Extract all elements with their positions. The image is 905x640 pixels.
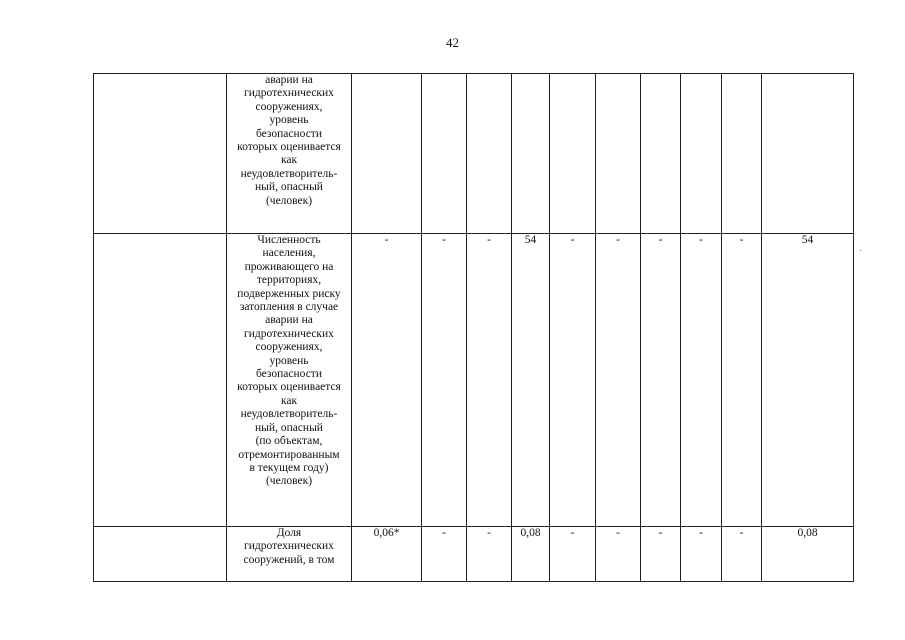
description-line: Доля bbox=[276, 527, 302, 539]
total-value-cell: 0,08 bbox=[762, 527, 854, 582]
description-line: населения, bbox=[262, 247, 316, 260]
table-row bbox=[94, 527, 854, 582]
description-line: неудовлетворитель- bbox=[240, 408, 338, 421]
description-line: затопления в случае bbox=[239, 301, 339, 314]
description-line: проживающего на bbox=[244, 260, 334, 273]
value-cell bbox=[352, 74, 422, 234]
description-line: которых оценивается bbox=[237, 141, 341, 154]
value-cell: - bbox=[681, 527, 722, 582]
description-line: безопасности bbox=[255, 368, 322, 381]
value-cell: - bbox=[467, 234, 512, 527]
description-line: аварии на bbox=[265, 314, 313, 327]
description-line: уровень bbox=[269, 354, 309, 367]
value-cell bbox=[512, 74, 550, 234]
indicators-table bbox=[93, 73, 854, 582]
description-line: сооружениях, bbox=[255, 341, 323, 354]
value-cell: - bbox=[722, 527, 762, 582]
description-line: гидротехнических bbox=[244, 540, 334, 553]
indicator-group-cell bbox=[94, 74, 227, 234]
description-line: подверженных риску bbox=[237, 287, 341, 300]
value-cell: 54 bbox=[512, 234, 550, 527]
value-cell bbox=[422, 74, 467, 234]
description-line: сооружениях, bbox=[255, 100, 323, 113]
value-cell: - bbox=[467, 527, 512, 582]
description-line: аварии на bbox=[265, 74, 313, 86]
value-cell bbox=[467, 74, 512, 234]
description-line: (человек) bbox=[265, 194, 313, 207]
description-line: как bbox=[280, 154, 298, 167]
value-cell bbox=[596, 74, 641, 234]
description-line: безопасности bbox=[255, 127, 322, 140]
description-line: гидротехнических bbox=[244, 87, 334, 100]
value-cell: - bbox=[681, 234, 722, 527]
description-line: которых оценивается bbox=[237, 381, 341, 394]
description-line: как bbox=[280, 394, 298, 407]
value-cell: - bbox=[422, 234, 467, 527]
description-line: в текущем году) bbox=[249, 461, 329, 474]
total-value-cell: 54 bbox=[762, 234, 854, 527]
indicator-description bbox=[227, 234, 352, 527]
value-cell: - bbox=[722, 234, 762, 527]
description-line: территориях, bbox=[256, 274, 322, 287]
description-line: Численность bbox=[257, 234, 321, 246]
page-number: 42 bbox=[446, 35, 459, 50]
value-cell bbox=[681, 74, 722, 234]
description-line: ный, опасный bbox=[255, 181, 323, 194]
value-cell bbox=[722, 74, 762, 234]
value-cell: - bbox=[596, 527, 641, 582]
description-line: гидротехнических bbox=[244, 327, 334, 340]
description-line: уровень bbox=[269, 114, 309, 127]
value-cell: - bbox=[422, 527, 467, 582]
indicator-description bbox=[227, 527, 352, 582]
total-value-cell bbox=[762, 74, 854, 234]
description-line: сооружений, в том bbox=[243, 553, 335, 566]
value-cell: 0,06* bbox=[352, 527, 422, 582]
value-cell: - bbox=[641, 527, 681, 582]
description-line: (по объектам, bbox=[255, 435, 323, 448]
description-line: отремонтированным bbox=[238, 448, 340, 461]
table-row bbox=[94, 74, 854, 234]
table-row bbox=[94, 234, 854, 527]
description-line: (человек) bbox=[265, 475, 313, 488]
value-cell: - bbox=[596, 234, 641, 527]
value-cell: 0,08 bbox=[512, 527, 550, 582]
indicator-group-cell bbox=[94, 234, 227, 527]
description-line: неудовлетворитель- bbox=[240, 167, 338, 180]
indicator-description bbox=[227, 74, 352, 234]
indicator-group-cell bbox=[94, 527, 227, 582]
value-cell: - bbox=[550, 234, 596, 527]
description-line: ный, опасный bbox=[255, 421, 323, 434]
scan-speck bbox=[860, 250, 861, 251]
value-cell bbox=[641, 74, 681, 234]
value-cell: - bbox=[550, 527, 596, 582]
value-cell: - bbox=[352, 234, 422, 527]
value-cell: - bbox=[641, 234, 681, 527]
value-cell bbox=[550, 74, 596, 234]
